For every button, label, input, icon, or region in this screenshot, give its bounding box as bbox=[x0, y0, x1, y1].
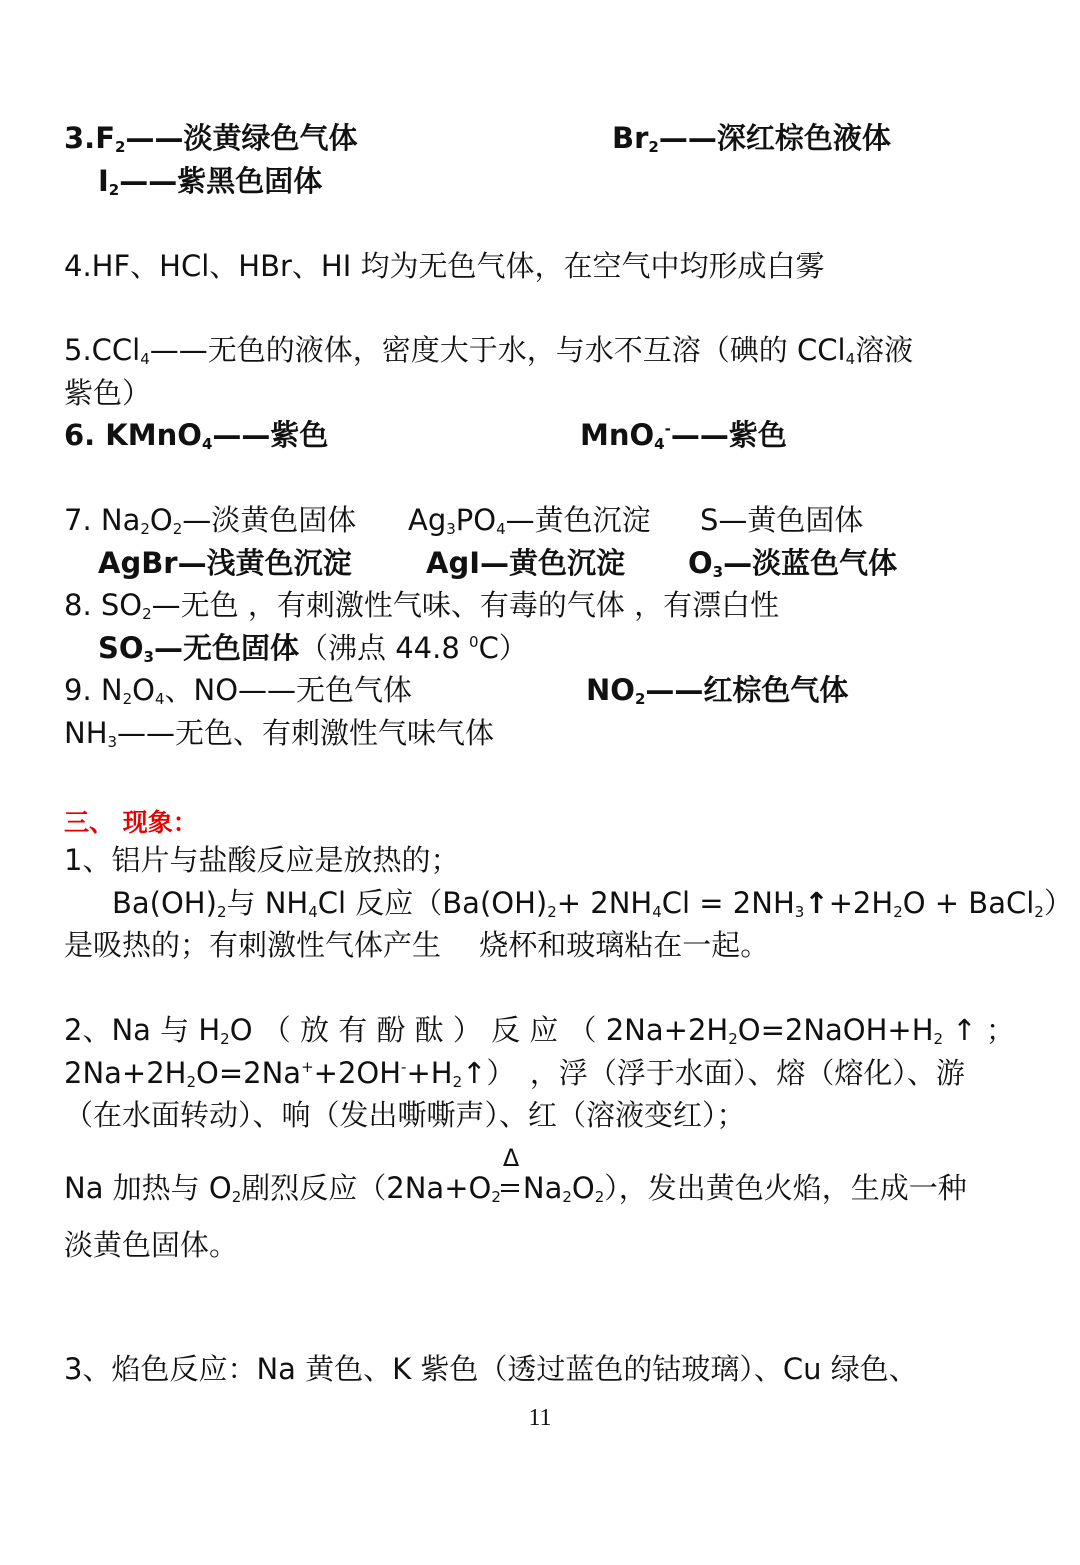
line-4: 4.HF、HCl、HBr、HI 均为无色气体，在空气中均形成白雾 bbox=[64, 249, 825, 283]
para-2-line-2: $2Na+2H_2O=2Na^++2OH^-+H_2↑$） ，浮（浮于水面）、熔（熔化）、游 bbox=[64, 1056, 965, 1091]
page-number: 11 bbox=[528, 1405, 552, 1431]
line-7-na2o2: 7. $Na_2O_2—$淡黄色固体 bbox=[64, 503, 357, 538]
line-7-o3: $O_3—$淡蓝色气体 bbox=[688, 546, 898, 581]
line-5-cont: 紫色） bbox=[64, 376, 152, 410]
heat-condition-sign: Δ bbox=[501, 1170, 523, 1206]
para-1-line-2: $Ba(OH)_2$与 $NH_4Cl$ 反应（$Ba(OH)_2+ 2NH_4Cl$ = $2NH_3↑+2H_2O$ + BaCl$_2$） bbox=[112, 886, 1073, 921]
line-5: 5.CCl$_4$——无色的液体，密度大于水，与水不互溶（碘的 CCl$_4$溶液 bbox=[64, 333, 914, 368]
line-8-so2: 8. $SO_2—$无色 ，有刺激性气味、有毒的气体 ，有漂白性 bbox=[64, 588, 780, 623]
para-2-line-1: 2、Na 与 $H_2O$ （ 放 有 酚 酞 ） 反 应 （ $2Na+2H_2O=2NaOH+H_2$ ↑ ； bbox=[64, 1013, 1015, 1048]
para-3-line-1: Na 加热与 $O_2$剧烈反应（$2Na+O_2$ Δ $Na_2O_2$），发出黄色火焰，生成一种 bbox=[64, 1144, 967, 1206]
para-2-line-3: （在水面转动）、响（发出嘶嘶声）、红（溶液变红）； bbox=[64, 1098, 746, 1132]
section-heading: 三、 现象： bbox=[64, 808, 198, 837]
para-1-line-3: 是吸热的；有刺激性气体产生 烧杯和玻璃粘在一起。 bbox=[64, 928, 770, 962]
line-7-agi: AgI—黄色沉淀 bbox=[426, 546, 625, 580]
line-6-mno4: MnO$_4$-——紫色 bbox=[580, 418, 787, 453]
para-3-line-2: 淡黄色固体。 bbox=[64, 1228, 239, 1262]
line-7-ag3po4: $Ag_3PO_4—$黄色沉淀 bbox=[408, 503, 651, 538]
line-8-so3: $SO_3—$无色固体（沸点 44.8 $^0$C） bbox=[98, 631, 528, 666]
up-arrow-icon: ↑ bbox=[804, 886, 829, 920]
line-7-s: S—黄色固体 bbox=[700, 503, 864, 537]
line-6-kmno4: 6. KMnO$_4$——紫色 bbox=[64, 418, 329, 453]
line-3-f2: $3.F_2——$淡黄绿色气体 bbox=[64, 121, 358, 156]
line-3-br2: $Br_2——$深红棕色液体 bbox=[612, 121, 891, 156]
line-9-nh3: $NH_3——$无色、有刺激性气味气体 bbox=[64, 716, 495, 751]
line-3-i2: $I_2——$紫黑色固体 bbox=[98, 164, 323, 199]
line-9-no2: $NO_2——$红棕色气体 bbox=[586, 673, 849, 708]
para-4-line-1: 3、焰色反应：Na 黄色、K 紫色（透过蓝色的钴玻璃）、Cu 绿色、 bbox=[64, 1352, 918, 1386]
line-9-n2o4: 9. $N_2O_4$、NO——无色气体 bbox=[64, 673, 413, 708]
line-7-agbr: AgBr—浅黄色沉淀 bbox=[98, 546, 352, 580]
para-1-line-1: 1、铝片与盐酸反应是放热的； bbox=[64, 843, 460, 877]
equals-sign bbox=[501, 1184, 519, 1192]
